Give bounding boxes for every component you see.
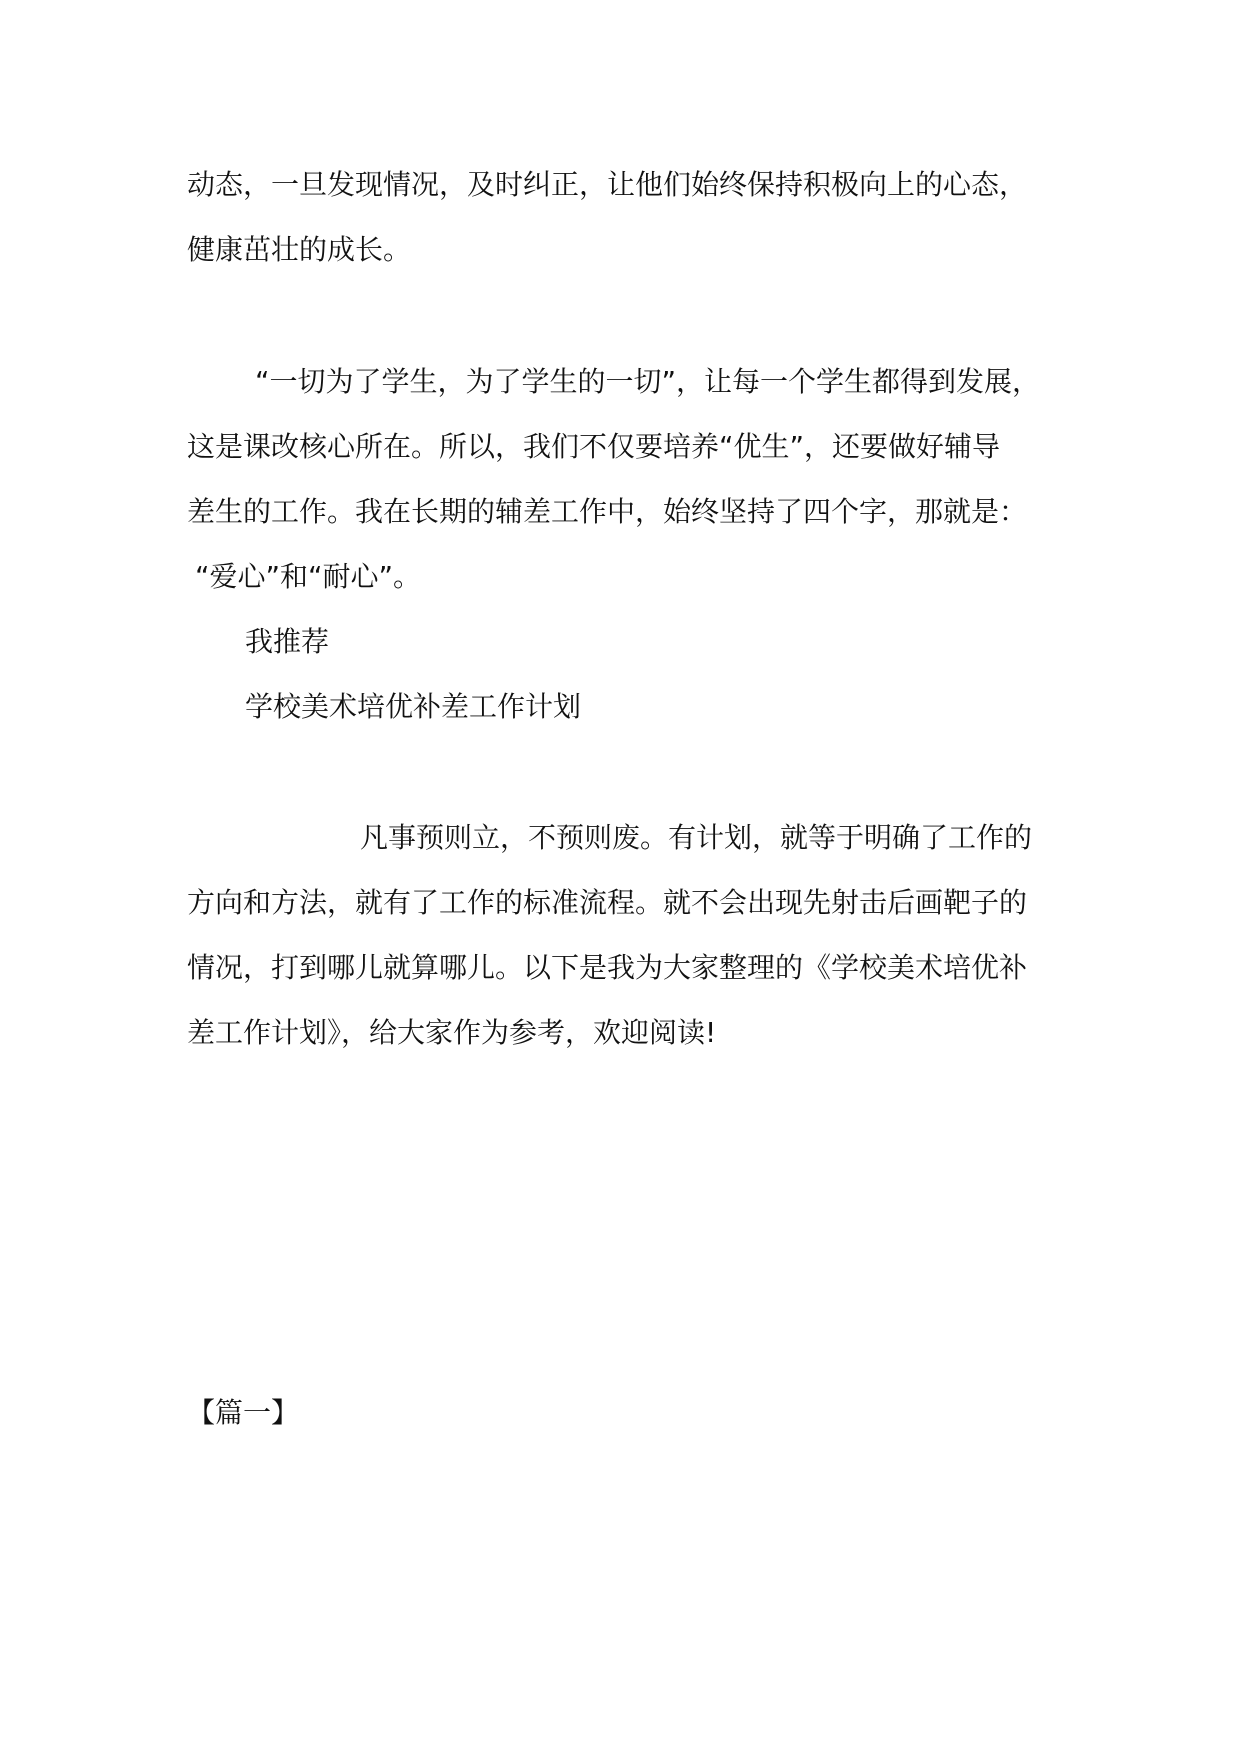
paragraph-2-line-3: 差生的工作。我在长期的辅差工作中，始终坚持了四个字，那就是： xyxy=(187,495,1028,528)
paragraph-1-line-1: 动态，一旦发现情况，及时纠正，让他们始终保持积极向上的心态， xyxy=(187,168,1028,201)
paragraph-2-line-1: “一切为了学生，为了学生的一切”，让每一个学生都得到发展， xyxy=(255,365,1041,398)
recommend-label: 我推荐 xyxy=(245,625,330,658)
section-heading: 【篇一】 xyxy=(187,1396,300,1429)
paragraph-3-line-4: 差工作计划》，给大家作为参考，欢迎阅读! xyxy=(187,1016,717,1049)
recommend-title: 学校美术培优补差工作计划 xyxy=(245,690,582,723)
paragraph-3-line-1: 凡事预则立，不预则废。有计划，就等于明确了工作的 xyxy=(360,821,1033,854)
paragraph-2-line-4: “爱心”和“耐心”。 xyxy=(195,560,422,593)
paragraph-3-line-3: 情况，打到哪儿就算哪儿。以下是我为大家整理的《学校美术培优补 xyxy=(187,951,1028,984)
paragraph-2-line-2: 这是课改核心所在。所以，我们不仅要培养“优生”，还要做好辅导 xyxy=(187,430,1001,463)
paragraph-3-line-2: 方向和方法，就有了工作的标准流程。就不会出现先射击后画靶子的 xyxy=(187,886,1028,919)
paragraph-1-line-2: 健康茁壮的成长。 xyxy=(187,233,412,266)
